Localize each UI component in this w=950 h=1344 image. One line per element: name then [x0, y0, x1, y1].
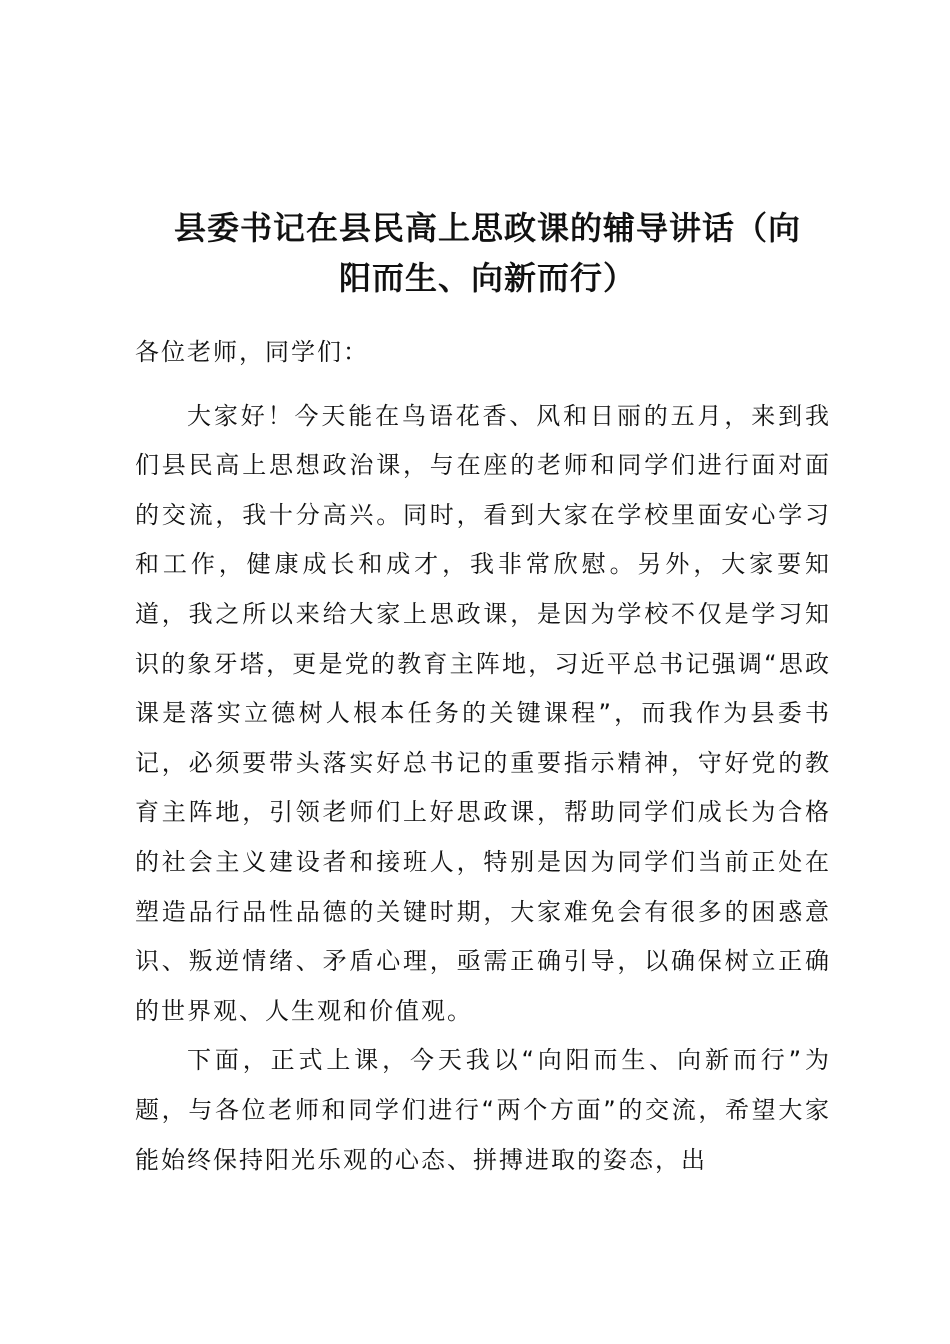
document-title [120, 203, 855, 303]
document-body [135, 328, 831, 1185]
document-title-line-2: 阳而生、向新而行） [338, 259, 636, 297]
body-paragraph-2: 下面，正式上课，今天我以“向阳而生、向新而行”为题，与各位老师和同学们进行“两个方面”的交流，希望大家能始终保持阳光乐观的心态、拼搏进取的姿态，出 [135, 1046, 831, 1174]
document-title-line-1: 县委书记在县民高上思政课的辅导讲话（向 [173, 209, 801, 247]
body-paragraph-1: 大家好！今天能在鸟语花香、风和日丽的五月，来到我们县民高上思想政治课，与在座的老师和同学们进行面对面的交流，我十分高兴。同时，看到大家在学校里面安心学习和工作，健康成长和成才，我非常欣慰。另外，大家要知道，我之所以来给大家上思政课，是因为学校不仅是学习知识的象牙塔，更是党的教育主阵地，习近平总书记强调“思政课是落实立德树人根本任务的关键课程”，而我作为县委书记，必须要带头落实好总书记的重要指示精神，守好党的教育主阵地，引领老师们上好思政课，帮助同学们成长为合格的社会主义建设者和接班人，特别是因为同学们当前正处在塑造品行品性品德的关键时期，大家难免会有很多的困惑意识、叛逆情绪、矛盾心理，亟需正确引导，以确保树立正确的世界观、人生观和价值观。 [135, 401, 831, 1025]
salutation: 各位老师，同学们： [135, 338, 369, 366]
